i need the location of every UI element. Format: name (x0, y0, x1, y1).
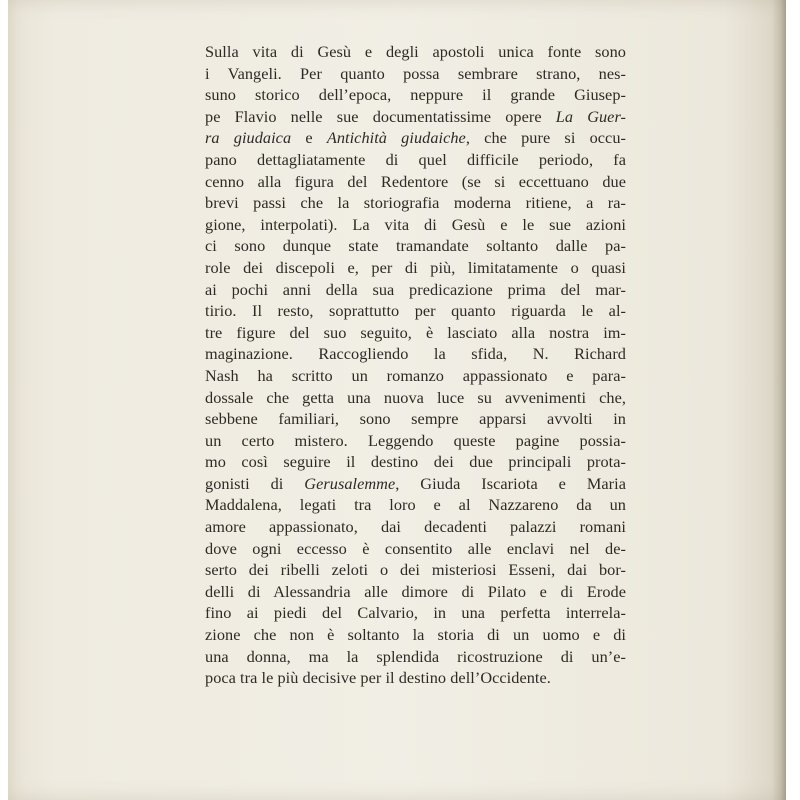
text-run: gione, interpolati). La vita di Gesù e le sue azioni (205, 214, 626, 234)
text-run: role dei discepoli e, per di più, limitatamente o quasi (205, 257, 626, 277)
text-line (205, 581, 626, 603)
italic-title: Gerusalemme (304, 473, 396, 493)
text-line (205, 322, 626, 344)
text-run: gonisti di (205, 473, 305, 493)
text-run: , che pure si occu- (465, 128, 626, 148)
text-line (205, 667, 626, 689)
text-run: delli di Alessandria alle dimore di Pilato e di Erode (205, 581, 626, 601)
text-line (205, 387, 626, 409)
page-edge-shadow (772, 0, 786, 800)
text-line (205, 451, 626, 473)
text-line (205, 494, 626, 516)
blurb-paragraph (205, 41, 626, 689)
text-line (205, 646, 626, 668)
text-run: cenno alla figura del Redentore (se si eccettuano due (205, 171, 626, 191)
text-run: un certo mistero. Leggendo queste pagine possia- (205, 430, 626, 450)
text-run: tre figure del suo seguito, è lasciato alla nostra im- (205, 322, 626, 342)
text-line (205, 257, 626, 279)
text-line (205, 106, 626, 128)
text-run: brevi passi che la storiografia moderna ritiene, a ra- (205, 193, 626, 213)
text-line (205, 235, 626, 257)
text-run: una donna, ma la splendida ricostruzione di un’e- (205, 646, 626, 666)
text-line (205, 516, 626, 538)
text-line (205, 430, 626, 452)
text-run: , Giuda Iscariota e Maria (395, 473, 626, 493)
text-run: Nash ha scritto un romanzo appassionato e para- (205, 365, 626, 385)
text-run: zione che non è soltanto la storia di un uomo e di (205, 625, 626, 645)
text-line (205, 538, 626, 560)
text-run: pano dettagliatamente di quel difficile periodo, fa (205, 149, 626, 169)
text-run: dove ogni eccesso è consentito alle enclavi nel de- (205, 538, 626, 558)
text-run: serto dei ribelli zeloti o dei misteriosi Esseni, dai bor- (205, 560, 626, 580)
text-line (205, 559, 626, 581)
text-line (205, 408, 626, 430)
text-run: ci sono dunque state tramandate soltanto dalle pa- (205, 236, 626, 256)
text-run: poca tra le più decisive per il destino dell’Occidente. (205, 668, 551, 688)
text-run: e (291, 128, 327, 148)
text-run: dossale che getta una nuova luce su avvenimenti che, (205, 387, 626, 407)
text-line (205, 41, 626, 63)
text-line (205, 279, 626, 301)
italic-title: Antichità giudaiche (326, 128, 466, 148)
text-run: fino ai piedi del Calvario, in una perfetta interrela- (205, 603, 626, 623)
book-page (8, 0, 786, 800)
text-line (205, 602, 626, 624)
text-line (205, 149, 626, 171)
text-line (205, 171, 626, 193)
text-line (205, 127, 626, 149)
text-line (205, 365, 626, 387)
text-line (205, 84, 626, 106)
text-run: pe Flavio nelle sue documentatissime opere (205, 106, 556, 126)
text-run: mo così seguire il destino dei due principali prota- (205, 452, 626, 472)
text-line (205, 300, 626, 322)
text-run: amore appassionato, dai decadenti palazzi romani (205, 517, 626, 537)
text-run: tirio. Il resto, soprattutto per quanto riguarda le al- (205, 301, 626, 321)
text-line (205, 214, 626, 236)
text-line (205, 343, 626, 365)
text-line (205, 192, 626, 214)
text-run: Maddalena, legati tra loro e al Nazzareno da un (205, 495, 626, 515)
text-run: sebbene familiari, sono sempre apparsi avvolti in (205, 409, 626, 429)
text-line (205, 473, 626, 495)
text-run: i Vangeli. Per quanto possa sembrare strano, nes- (205, 63, 626, 83)
text-run: ai pochi anni della sua predicazione prima del mar- (205, 279, 626, 299)
text-line (205, 624, 626, 646)
italic-title: ra giudaica (205, 128, 292, 148)
italic-title: La Guer- (555, 106, 626, 126)
text-run: Sulla vita di Gesù e degli apostoli unica fonte sono (205, 42, 626, 61)
text-line (205, 63, 626, 85)
text-run: suno storico dell’epoca, neppure il grande Giusep- (205, 85, 626, 105)
text-run: maginazione. Raccogliendo la sfida, N. Richard (205, 344, 626, 364)
